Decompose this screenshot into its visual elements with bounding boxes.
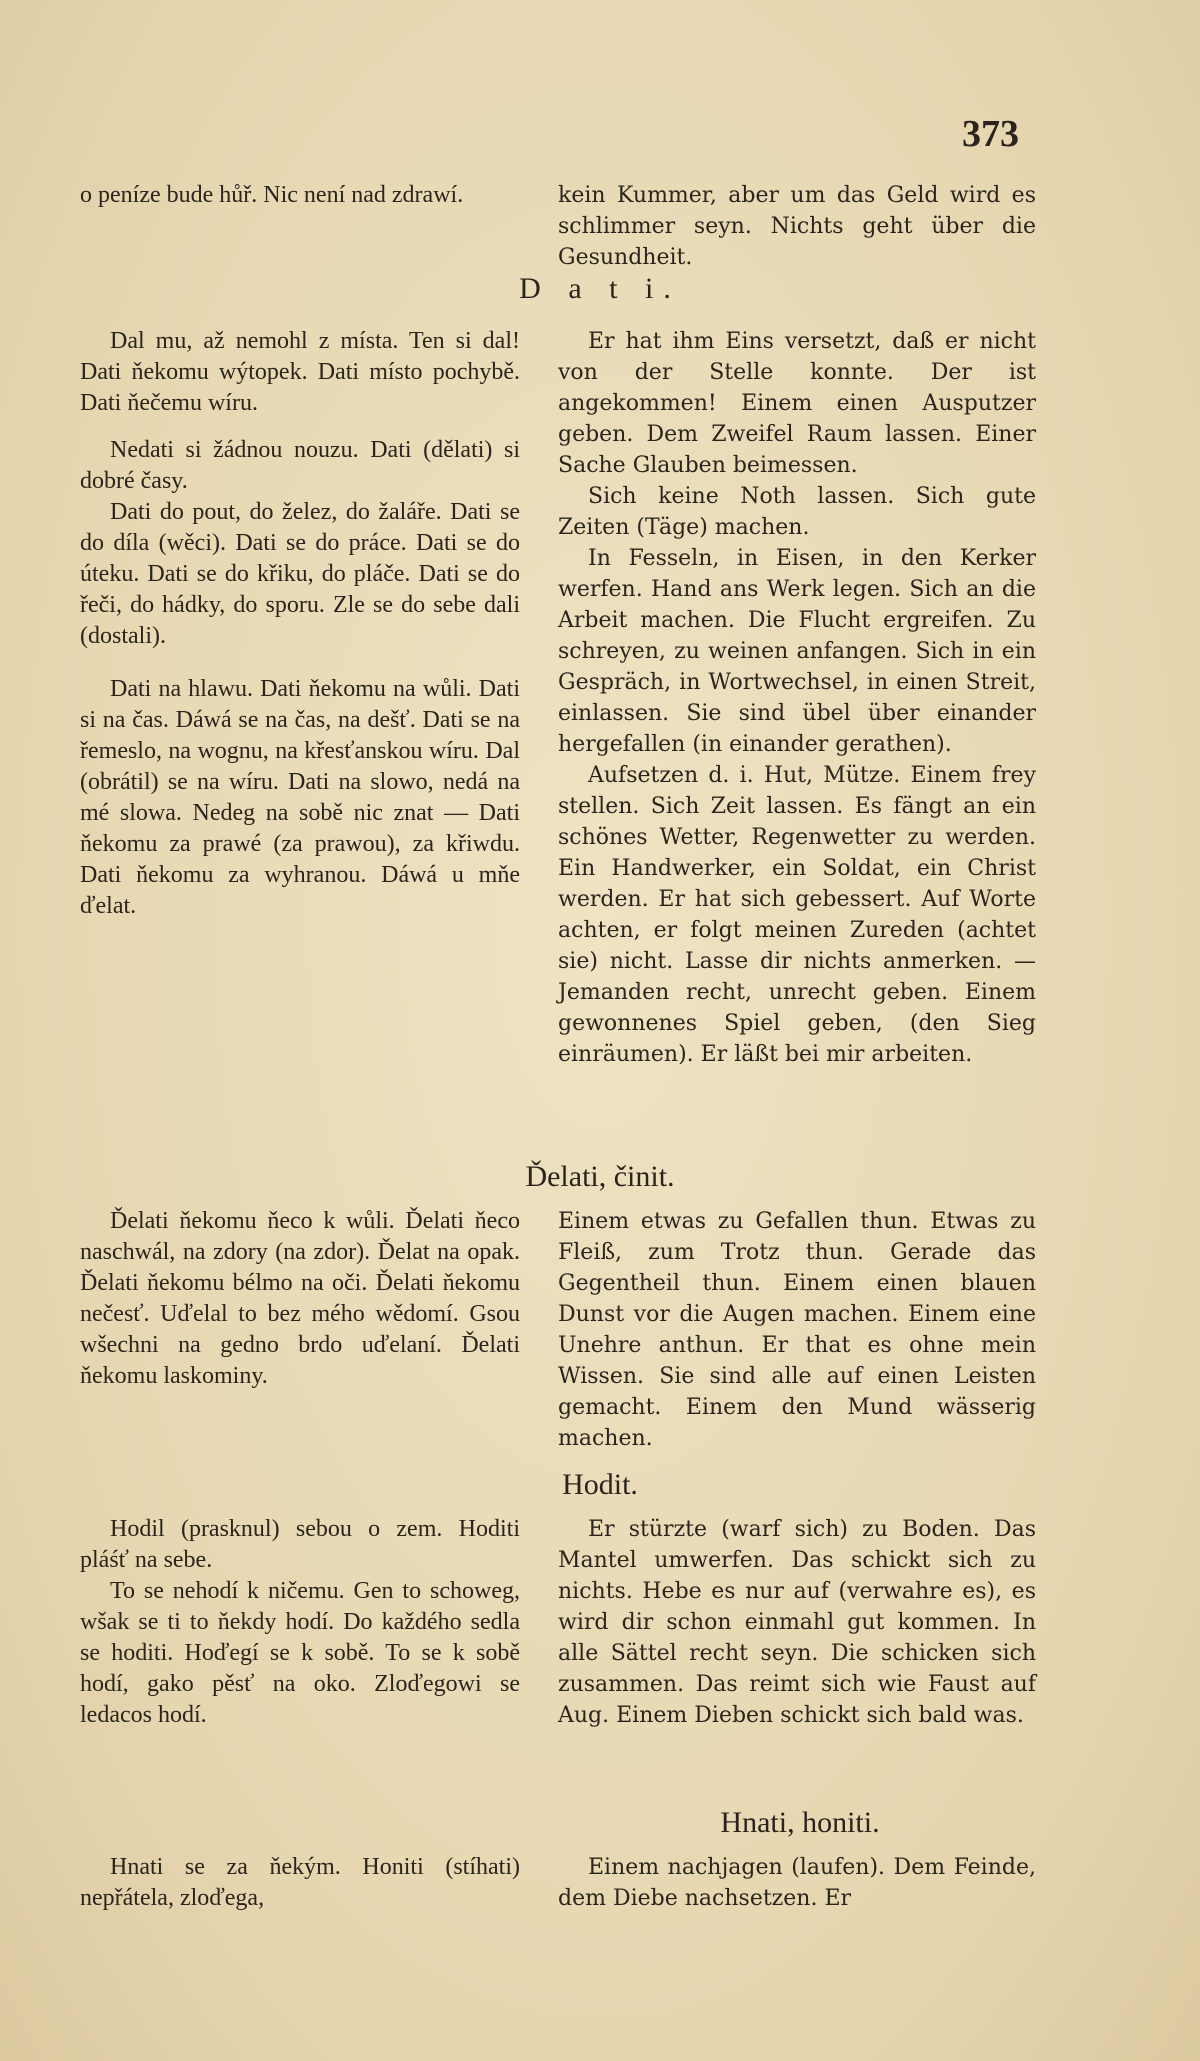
czech-column-intro — [80, 180, 520, 211]
czech-paragraph: Dati na hlawu. Dati ňekomu na wůli. Dati si na čas. Dáwá se na čas, na dešť. Dati se na řemeslo, na wognu, na křesťanskou wíru. Dal (obrátil) se na wíru. Dati na slowo, nedá na mé slowa. Nedeg na sobě nic znat — Dati ňekomu za prawé (za prawou), za křiwdu. Dati ňekomu za wyhranou. Dáwá u mňe ďelat. — [80, 676, 520, 919]
german-paragraph: Er hat ihm Eins versetzt, daß er nicht von der Stelle konnte. Der ist angekommen! Einem einen Ausputzer geben. Dem Zweifel Raum lassen. Einer Sache Glauben beimessen. — [558, 329, 1036, 478]
german-paragraph: In Fesseln, in Eisen, in den Kerker werfen. Hand ans Werk legen. Sich an die Arbeit machen. Die Flucht ergreifen. Zu schreyen, zu weinen anfangen. Sich in ein Gespräch, in Wortwechsel, in einen Streit, einlassen. Sie sind übel über einander hergefallen (in einander gerathen). — [558, 546, 1036, 757]
czech-column-dati — [80, 326, 520, 922]
german-paragraph: Aufsetzen d. i. Hut, Mütze. Einem frey stellen. Sich Zeit lassen. Es fängt an ein schönes Wetter, Regenwetter zu werden. Ein Handwerker, ein Soldat, ein Christ werden. Er hat sich gebessert. Auf Worte achten, er folgt meinen Zureden (achtet sie) nicht. Lasse dir nichts anmerken. — Jemanden recht, unrecht geben. Einem gewonnenes Spiel geben, (den Sieg einräumen). Er läßt bei mir arbeiten. — [558, 763, 1036, 1067]
german-paragraph: Einem etwas zu Gefallen thun. Etwas zu Fleiß, zum Trotz thun. Gerade das Gegentheil thun. Einem einen blauen Dunst vor die Augen machen. Einem eine Unehre anthun. Er that es ohne mein Wissen. Sie sind alle auf einen Leisten gemacht. Einem den Mund wässerig machen. — [558, 1209, 1036, 1451]
czech-paragraph: Dal mu, až nemohl z místa. Ten si dal! Dati ňekomu wýtopek. Dati místo pochybě. Dati ňečemu wíru. — [80, 328, 520, 416]
german-column-intro — [558, 180, 1036, 273]
german-paragraph: Sich keine Noth lassen. Sich gute Zeiten (Täge) machen. — [558, 484, 1036, 540]
czech-column-hnati — [80, 1852, 520, 1914]
page-number: 373 — [962, 113, 1019, 155]
czech-column-delati — [80, 1206, 520, 1392]
czech-paragraph: Hodil (prasknul) sebou o zem. Hoditi pláśť na sebe. — [80, 1516, 520, 1573]
german-column-dati — [558, 326, 1036, 1070]
entry-heading-hnati: Hnati, honiti. — [720, 1806, 880, 1839]
german-column-hodit — [558, 1514, 1036, 1731]
german-column-delati — [558, 1206, 1036, 1454]
czech-column-hodit — [80, 1514, 520, 1731]
czech-paragraph: Nedati si žádnou nouzu. Dati (dělati) si dobré časy. — [80, 437, 520, 494]
german-column-hnati — [558, 1852, 1036, 1914]
german-paragraph: Einem nachjagen (laufen). Dem Feinde, dem Diebe nachsetzen. Er — [558, 1855, 1036, 1911]
czech-paragraph: Hnati se za ňekým. Honiti (stíhati) nepřátela, zloďega, — [80, 1854, 520, 1911]
czech-paragraph: Dati do pout, do želez, do žaláře. Dati se do díla (wěci). Dati se do práce. Dati se do úteku. Dati se do křiku, do pláče. Dati se do řeči, do hádky, do sporu. Zle se do sebe dali (dostali). — [80, 499, 520, 649]
entry-heading-delati: Ďelati, činit. — [525, 1160, 675, 1193]
german-paragraph: kein Kummer, aber um das Geld wird es schlimmer seyn. Nichts geht über die Gesundheit. — [558, 183, 1036, 270]
entry-heading-hodit: Hodit. — [562, 1468, 638, 1501]
czech-paragraph: To se nehodí k ničemu. Gen to schoweg, wšak se ti to ňekdy hodí. Do každého sedla se hoditi. Hoďegí se k sobě. To se k sobě hodí, gako pěsť na oko. Zloďegowi se ledacos hodí. — [80, 1578, 520, 1728]
czech-paragraph: Ďelati ňekomu ňeco k wůli. Ďelati ňeco naschwál, na zdory (na zdor). Ďelat na opak. Ďelati ňekomu bélmo na oči. Ďelati ňekomu nečesť. Uďelal to bez mého wědomí. Gsou wšechni na gedno brdo uďelaní. Ďelati ňekomu laskominy. — [80, 1208, 520, 1389]
entry-heading-dati: D a t i. — [519, 272, 681, 305]
czech-paragraph: o peníze bude hůř. Nic není nad zdrawí. — [80, 182, 464, 208]
german-paragraph: Er stürzte (warf sich) zu Boden. Das Mantel umwerfen. Das schickt sich zu nichts. Hebe es nur auf (verwahre es), es wird dir schon einmahl gut kommen. In alle Sättel recht seyn. Die schicken sich zusammen. Das reimt sich wie Faust auf Aug. Einem Dieben schickt sich bald was. — [558, 1517, 1036, 1728]
